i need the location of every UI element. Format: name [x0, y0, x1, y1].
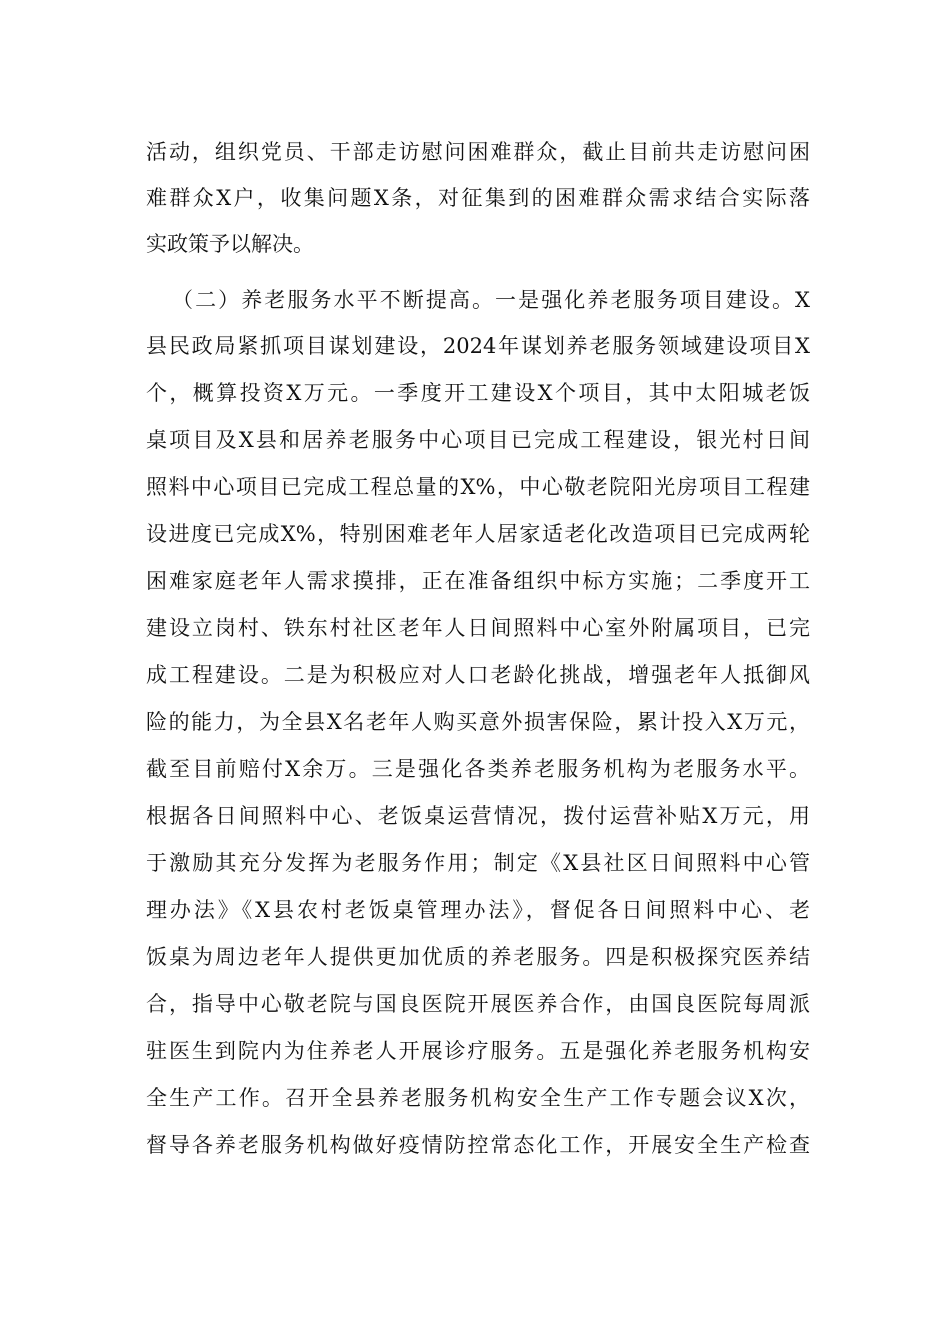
- paragraph-1-line-2: 难群众X户，收集问题X条，对征集到的困难群众需求结合实际落: [146, 186, 810, 210]
- paragraph-2-line-9: 成工程建设。二是为积极应对人口老龄化挑战，增强老年人抵御风: [146, 663, 810, 687]
- paragraph-2-line-6: 设进度已完成X%，特别困难老年人居家适老化改造项目已完成两轮: [146, 522, 810, 546]
- paragraph-2-line-11: 截至目前赔付X余万。三是强化各类养老服务机构为老服务水平。: [146, 757, 810, 781]
- paragraph-2-line-19: 督导各养老服务机构做好疫情防控常态化工作，开展安全生产检查: [146, 1133, 810, 1157]
- paragraph-2-line-5: 照料中心项目已完成工程总量的X%，中心敬老院阳光房项目工程建: [146, 475, 810, 499]
- paragraph-2-line-13: 于激励其充分发挥为老服务作用；制定《X县社区日间照料中心管: [146, 851, 810, 875]
- paragraph-1-line-1: 活动，组织党员、干部走访慰问困难群众，截止目前共走访慰问困: [146, 140, 810, 164]
- paragraph-2-line-17: 驻医生到院内为住养老人开展诊疗服务。五是强化养老服务机构安: [146, 1039, 810, 1063]
- paragraph-1-line-3: 实政策予以解决。: [146, 232, 314, 256]
- paragraph-2-line-7: 困难家庭老年人需求摸排，正在准备组织中标方实施；二季度开工: [146, 569, 810, 593]
- paragraph-2-line-3: 个，概算投资X万元。一季度开工建设X个项目，其中太阳城老饭: [146, 381, 810, 405]
- paragraph-2-line-16: 合，指导中心敬老院与国良医院开展医养合作，由国良医院每周派: [146, 992, 810, 1016]
- paragraph-2-line-14: 理办法》《X县农村老饭桌管理办法》，督促各日间照料中心、老: [146, 898, 810, 922]
- paragraph-2-line-1: （二）养老服务水平不断提高。一是强化养老服务项目建设。X: [172, 288, 810, 312]
- paragraph-2-line-15: 饭桌为周边老年人提供更加优质的养老服务。四是积极探究医养结: [146, 945, 810, 969]
- paragraph-2-line-4: 桌项目及X县和居养老服务中心项目已完成工程建设，银光村日间: [146, 428, 810, 452]
- paragraph-2-line-12: 根据各日间照料中心、老饭桌运营情况，拨付运营补贴X万元，用: [146, 804, 810, 828]
- paragraph-2-line-8: 建设立岗村、铁东村社区老年人日间照料中心室外附属项目，已完: [146, 616, 810, 640]
- paragraph-2-line-2: 县民政局紧抓项目谋划建设，2024年谋划养老服务领域建设项目X: [146, 334, 810, 358]
- paragraph-2-line-18: 全生产工作。召开全县养老服务机构安全生产工作专题会议X次，: [146, 1086, 810, 1110]
- paragraph-2-line-10: 险的能力，为全县X名老年人购买意外损害保险，累计投入X万元，: [146, 710, 810, 734]
